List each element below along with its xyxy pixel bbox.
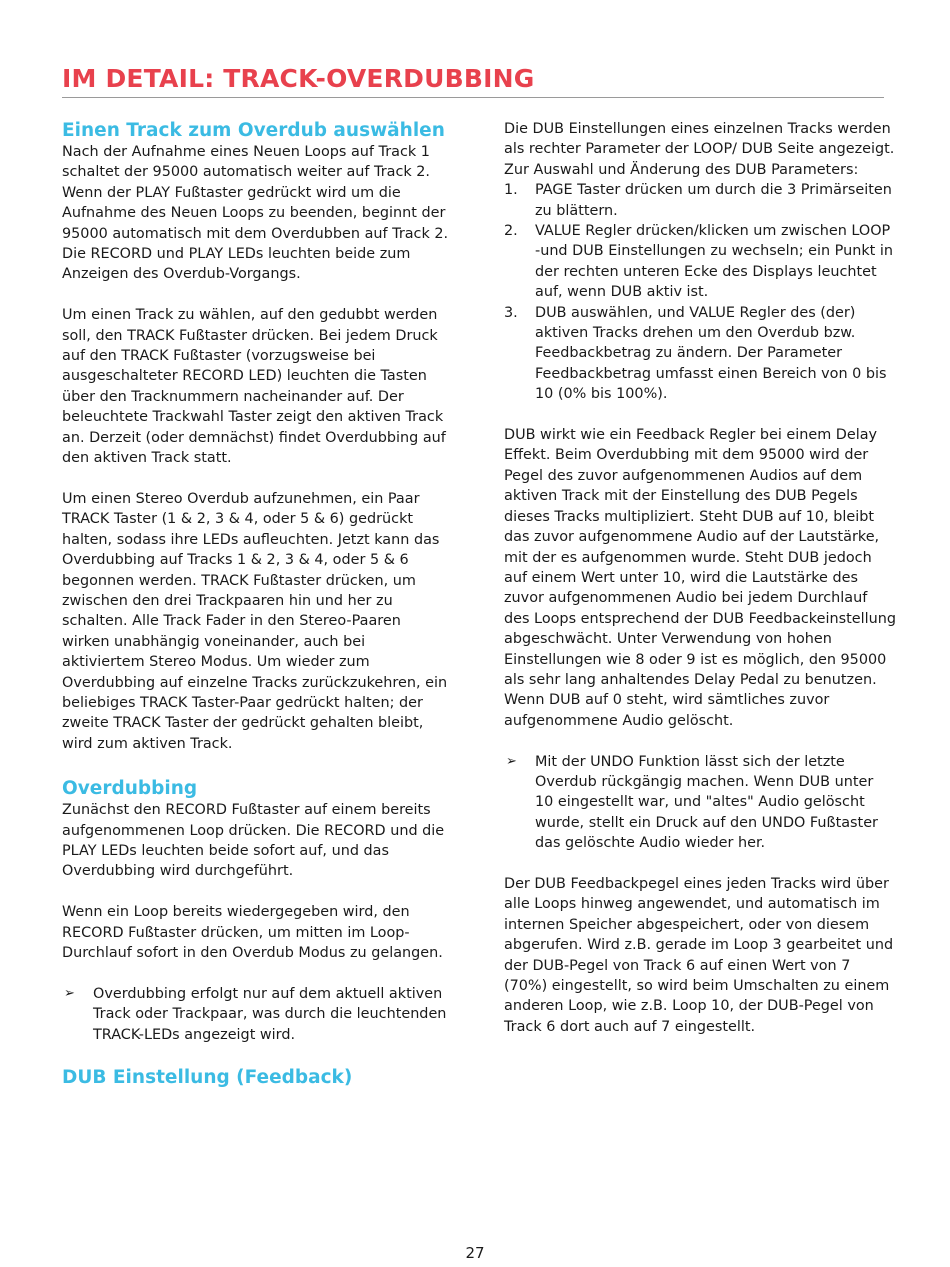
paragraph: Um einen Track zu wählen, auf den gedubbt werden soll, den TRACK Fußtaster drücken. Bei jedem Druck auf den TRACK Fußtaster (vorzugsweise bei ausgeschalteter RECORD LED) leuchten die Tasten über den Tracknummern nacheinander auf. Der beleuchtete Trackwahl Taster zeigt den aktiven Track an. Derzeit (oder demnächst) findet Overdubbing auf den aktiven Track statt. bbox=[62, 307, 446, 467]
left-column bbox=[62, 119, 452, 1089]
title-divider bbox=[62, 97, 884, 98]
paragraph: Nach der Aufnahme eines Neuen Loops auf Track 1 schaltet der 95000 automatisch weiter auf Track 2. Wenn der PLAY Fußtaster gedrückt wird um die Aufnahme des Neuen Loops zu beenden, beginnt der 95000 automatisch mit dem Overdubben auf Track 2. Die RECORD und PLAY LEDs leuchten beide zum Anzeigen des Overdub-Vorgangs. bbox=[62, 144, 449, 283]
paragraph: Die DUB Einstellungen eines einzelnen Tracks werden als rechter Parameter der LOOP/ DUB Seite angezeigt. Zur Auswahl und Änderung des DUB Parameters: bbox=[504, 121, 895, 178]
note-bullet bbox=[62, 984, 452, 1045]
section-heading-select-track: Einen Track zum Overdub auswählen bbox=[62, 120, 445, 141]
paragraph: Wenn ein Loop bereits wiedergegeben wird, den RECORD Fußtaster drücken, um mitten im Loop-Durchlauf sofort in den Overdub Modus zu gelangen. bbox=[62, 904, 443, 961]
step-text: VALUE Regler drücken/klicken um zwischen LOOP -und DUB Einstellungen zu wechseln; ein Punkt in der rechten unteren Ecke des Displays leuchtet auf, wenn DUB aktiv ist. bbox=[535, 223, 894, 301]
list-item bbox=[504, 180, 896, 221]
step-number: 2. bbox=[504, 223, 518, 240]
right-column bbox=[504, 119, 896, 1058]
note-bullet bbox=[504, 752, 896, 854]
arrow-bullet-icon: ➢ bbox=[64, 985, 75, 1001]
paragraph: Um einen Stereo Overdub aufzunehmen, ein Paar TRACK Taster (1 & 2, 3 & 4, oder 5 & 6) gedrückt halten, sodass ihre LEDs aufleuchten. Jetzt kann das Overdubbing auf Tracks 1 & 2, 3 & 4, oder 5 & 6 begonnen werden. TRACK Fußtaster drücken, um zwischen den drei Trackpaaren hin und her zu schalten. Alle Track Fader in den Stereo-Paaren wirken unabhängig voneinander, auch bei aktiviertem Stereo Modus. Um wieder zum Overdubbing auf einzelne Tracks zurückzukehren, ein beliebiges TRACK Taster-Paar gedrückt halten; der zweite TRACK Taster der gedrückt gehalten bleibt, wird zum aktiven Track. bbox=[62, 490, 448, 752]
list-item bbox=[504, 303, 896, 405]
step-number: 3. bbox=[504, 304, 518, 321]
page-number: 27 bbox=[465, 1244, 485, 1262]
list-item bbox=[504, 221, 896, 303]
note-text: Overdubbing erfolgt nur auf dem aktuell aktiven Track oder Trackpaar, was durch die leuchtenden TRACK-LEDs angezeigt wird. bbox=[93, 985, 447, 1043]
page-title: IM DETAIL: TRACK-OVERDUBBING bbox=[62, 64, 535, 93]
step-text: DUB auswählen, und VALUE Regler des (der) aktiven Tracks drehen um den Overdub bzw. Feedbackbetrag zu ändern. Der Parameter Feedbackbetrag umfasst einen Bereich von 0 bis 10 (0% bis 100%). bbox=[535, 304, 887, 403]
step-text: PAGE Taster drücken um durch die 3 Primärseiten zu blättern. bbox=[535, 182, 892, 219]
paragraph: DUB wirkt wie ein Feedback Regler bei einem Delay Effekt. Beim Overdubbing mit dem 95000 wird der Pegel des zuvor aufgenommenen Audios auf dem aktiven Track mit der Einstellung des DUB Pegels dieses Tracks multipliziert. Steht DUB auf 10, bleibt das zuvor aufgenommene Audio auf der Lautstärke, mit der es aufgenommen wurde. Steht DUB jedoch auf einem Wert unter 10, wird die Lautstärke des zuvor aufgenommenen Audio bei jedem Durchlauf des Loops entsprechend der DUB Feedbackeinstellung abgeschwächt. Unter Verwendung von hohen Einstellungen wie 8 oder 9 ist es möglich, den 95000 als sehr lang anhaltendes Delay Pedal zu benutzen. Wenn DUB auf 0 steht, wird sämtliches zuvor aufgenommene Audio gelöscht. bbox=[504, 427, 896, 729]
paragraph: Der DUB Feedbackpegel eines jeden Tracks wird über alle Loops hinweg angewendet, und automatisch im internen Speicher abgespeichert, oder von diesem abgerufen. Wird z.B. gerade im Loop 3 gearbeitet und der DUB-Pegel von Track 6 auf einen Wert von 7 (70%) eingestellt, so wird beim Umschalten zu einem anderen Loop, wie z.B. Loop 10, der DUB-Pegel von Track 6 dort auch auf 7 eingestellt. bbox=[504, 875, 894, 1035]
steps-list bbox=[504, 180, 896, 404]
arrow-bullet-icon: ➢ bbox=[506, 753, 517, 769]
note-text: Mit der UNDO Funktion lässt sich der letzte Overdub rückgängig machen. Wenn DUB unter 10 eingestellt war, und "altes" Audio gelöscht wurde, stellt ein Druck auf den UNDO Fußtaster das gelöschte Audio wieder her. bbox=[535, 753, 878, 852]
paragraph: Zunächst den RECORD Fußtaster auf einem bereits aufgenommenen Loop drücken. Die RECORD und die PLAY LEDs leuchten beide sofort auf, und das Overdubbing wird durchgeführt. bbox=[62, 802, 445, 880]
step-number: 1. bbox=[504, 182, 518, 199]
section-heading-dub-setting: DUB Einstellung (Feedback) bbox=[62, 1067, 353, 1088]
section-heading-overdubbing: Overdubbing bbox=[62, 778, 198, 800]
